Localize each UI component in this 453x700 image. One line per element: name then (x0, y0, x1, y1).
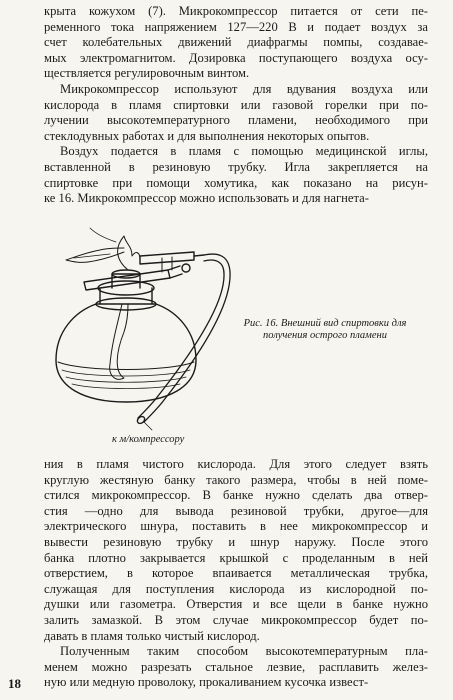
text-line: ременного тока напряжением 127—220 В и подает воздух за (44, 19, 428, 34)
text-block-top (44, 4, 428, 207)
text-line: залить замазкой. В этом случае микрокомпрессор будет по- (44, 612, 428, 627)
tube-label: к м/компрессору (112, 434, 185, 445)
lamp-body (56, 304, 196, 402)
text-line: Микрокомпрессор используют для вдувания воздуха или (60, 81, 428, 96)
paragraph (44, 4, 428, 82)
text-line: ке 16. Микрокомпрессор можно использовать и для нагнета- (44, 191, 369, 206)
text-line: давать в пламя только чистый кислород. (44, 628, 260, 643)
text-line: Воздух подается в пламя с помощью медицинской иглы, (60, 144, 428, 159)
text-line: вывести резиновую трубку и шнур наружу. После этого (44, 534, 428, 549)
text-line: спиртовке при помощи хомутика, как показано на рисун- (44, 175, 428, 190)
text-line: ществляется регулировочным винтом. (44, 66, 250, 81)
text-line: счет колебательных движений диафрагмы помпы, создавае- (44, 35, 428, 50)
text-line: вставленной в резиновую трубку. Игла закрепляется на (44, 159, 428, 174)
text-line: душки или газометра. Отверстия и все щели в банке нужно (44, 597, 428, 612)
text-line: стился микрокомпрессор. В банке нужно сделать два отвер- (44, 488, 428, 503)
text-block-bottom (44, 457, 428, 691)
text-line: круглую жестяную банку такого размера, чтобы в ней поме- (44, 472, 428, 487)
paragraph (44, 82, 428, 144)
paragraph (44, 644, 428, 691)
text-line: менем можно разрезать стальное лезвие, расплавить желез- (44, 659, 428, 674)
text-line: мых электромагнитом. Дозировка поступающего воздуха осу- (44, 50, 428, 65)
page-number: 18 (8, 676, 21, 691)
text-line: лучении высокотемпературного пламени, необходимого при (44, 113, 428, 128)
text-line: электрического шнура, поставить в нее микрокомпрессор и (44, 519, 428, 534)
text-line: Полученным таким способом высокотемпературным пла- (60, 644, 428, 659)
paragraph (44, 144, 428, 206)
figure-16 (44, 212, 428, 452)
text-line: стеклодувных работах и для выполнения некоторых опытов. (44, 128, 370, 143)
text-line: отверстием, в которое впаивается металлическая трубка, (44, 566, 428, 581)
text-line: стия —одно для вывода резиновой трубки, другое—для (44, 503, 428, 518)
text-line: кислорода в пламя спиртовки или газовой горелки при по- (44, 97, 428, 112)
text-line: ния в пламя чистого кислорода. Для этого следует взять (44, 457, 428, 471)
text-line: банка плотно закрывается крышкой с проделанным в ней (44, 550, 428, 565)
text-line: служащая для поступления кислорода из кислородной по- (44, 581, 428, 596)
text-line: ную или медную проволоку, прокаливанием кусочка извест- (44, 675, 369, 690)
paragraph (44, 457, 428, 644)
text-line: крыта кожухом (7). Микрокомпрессор питается от сети пе- (44, 4, 428, 18)
figure-caption: Рис. 16. Внешний вид спиртовки для получения острого пламени (243, 318, 407, 342)
